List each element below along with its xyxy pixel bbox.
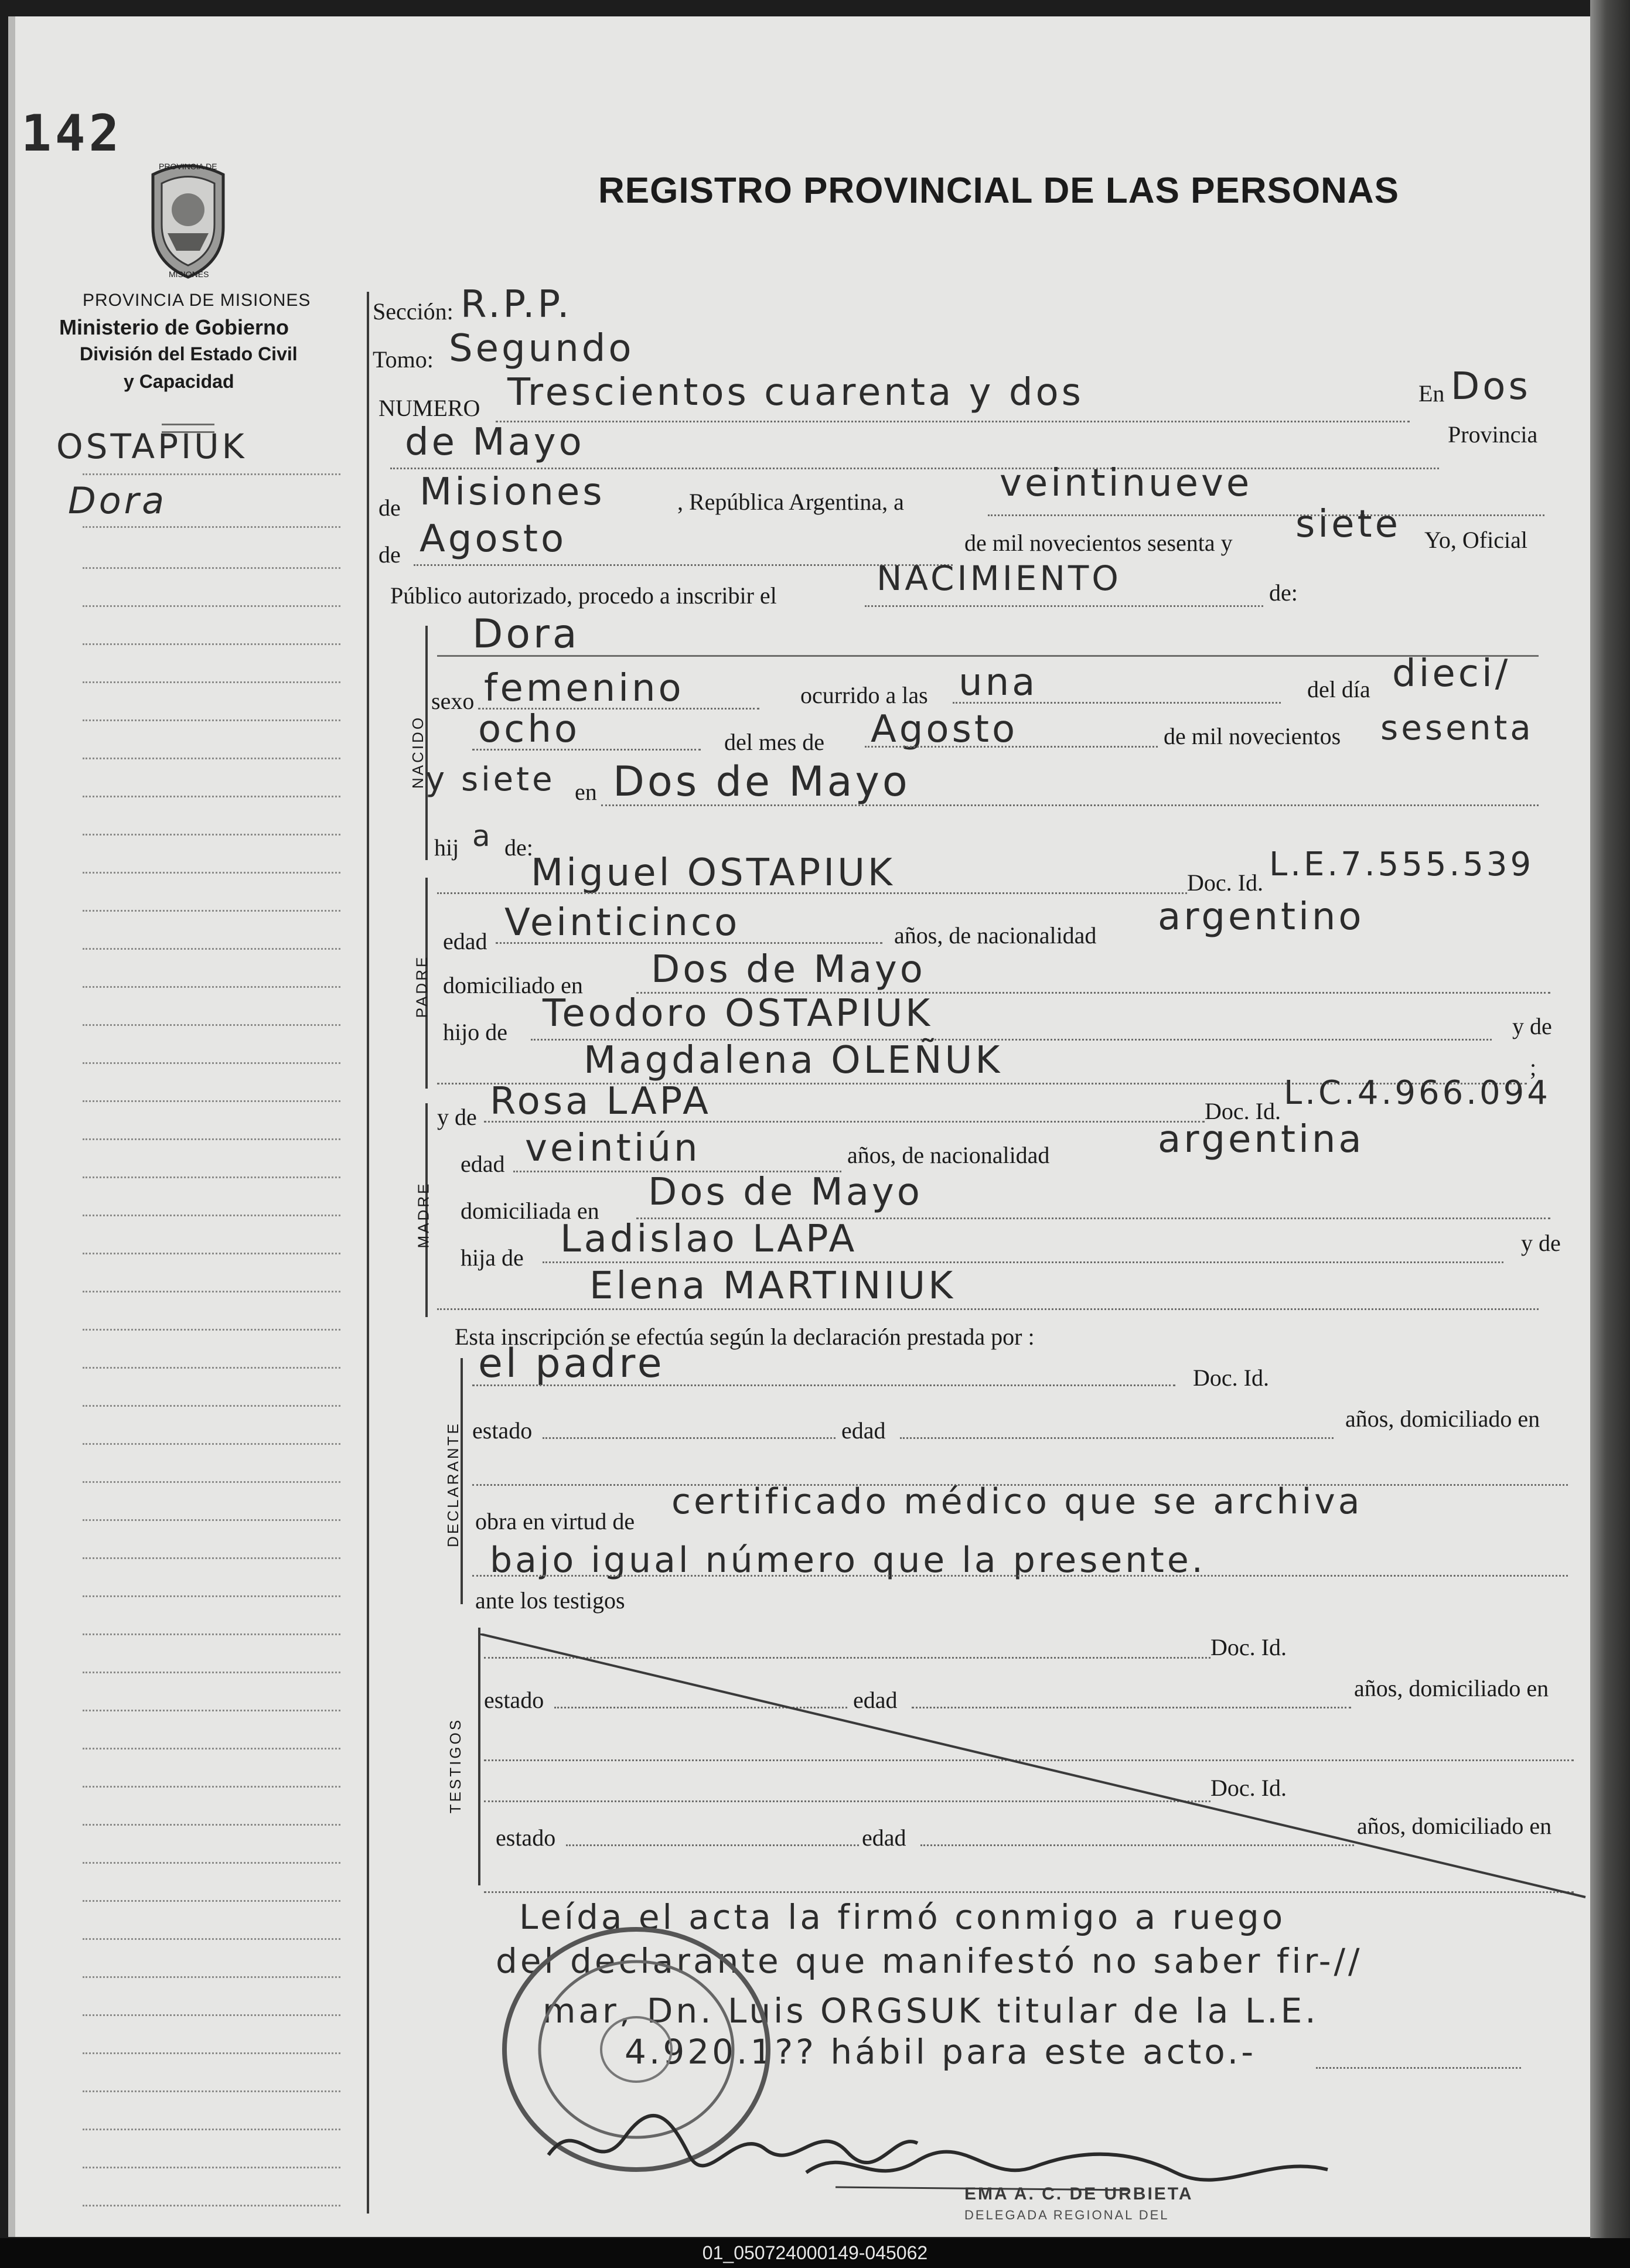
margin-ledger-line [83,1176,340,1178]
margin-ledger-line [83,473,340,475]
madre-dom-value: Dos de Mayo [648,1171,923,1214]
margin-ledger-line [83,567,340,569]
madre-madre-value: Elena MARTINIUK [589,1264,956,1308]
tomo-value: Segundo [449,327,635,370]
madre-nombre: Rosa LAPA [490,1080,711,1123]
page-number: 142 [21,104,123,163]
madre-yde-label-2: y de [1521,1230,1561,1256]
testigo1-doc-label: Doc. Id. [1210,1634,1287,1660]
publico-label: Público autorizado, procedo a inscribir el [390,582,777,609]
seccion-value: R.P.P. [461,283,572,326]
de-label-2: de [378,541,401,568]
margin-ledger-line [83,986,340,988]
anio-nac-1: sesenta [1380,708,1534,748]
padre-nombre-line [437,892,1187,894]
madre-nombre-line [484,1121,1205,1123]
padre-doc-label: Doc. Id. [1187,869,1263,896]
testigo2-edad-label: edad [862,1824,906,1851]
hij-label: hij [434,834,459,861]
madre-anios-label: años, de nacionalidad [847,1142,1050,1168]
margin-ledger-line [83,796,340,797]
seccion-label: Sección: [373,298,453,325]
margin-ledger-line [83,1100,340,1102]
en-lower-label: en [575,779,597,805]
numero-value: Trescientos cuarenta y dos [507,371,1084,414]
margin-ledger-line [83,2090,340,2092]
obra-label: obra en virtud de [475,1508,635,1534]
margin-ledger-line [83,1481,340,1483]
madre-nac-value: argentina [1158,1118,1365,1161]
margin-ledger-line [83,2052,340,2054]
hora-line [953,702,1281,704]
ante-label: ante los testigos [475,1587,625,1614]
margin-surname: OSTAPIUK [56,427,247,466]
de-label: de [378,494,401,521]
madre-edad-value: veintiún [525,1127,701,1170]
margin-ledger-line [83,2129,340,2130]
nombre-value: Dora [472,611,580,657]
nota-line-4: 4.920.1?? hábil para este acto.- [625,2032,1257,2072]
margin-ledger-line [83,1710,340,1711]
testigos-strike-line [478,1633,1591,1903]
signer-title: DELEGADA REGIONAL DEL [964,2208,1169,2222]
padre-edad-value: Veinticinco [504,901,741,944]
padre-hijo-label: hijo de [443,1019,507,1045]
provincia-value: Misiones [420,470,605,514]
lugar-nac-line [601,804,1539,806]
numero-label: NUMERO [378,395,480,421]
province-label: PROVINCIA DE MISIONES [83,291,311,310]
padre-dom-value: Dos de Mayo [651,948,926,991]
padre-nombre: Miguel OSTAPIUK [531,851,895,895]
padre-doc-value: L.E.7.555.539 [1269,845,1534,884]
margin-ledger-line [83,643,340,645]
margin-ledger-line [83,1291,340,1292]
obra-value-2: bajo igual número que la presente. [490,1540,1206,1581]
declarante-doc-label: Doc. Id. [1193,1365,1269,1391]
place-line [390,468,1439,469]
acto-line [865,605,1263,607]
de-mil-nov-label: de mil novecientos [1164,723,1341,749]
padre-padre-value: Teodoro OSTAPIUK [543,992,933,1035]
sexo-label: sexo [431,688,475,714]
declarante-value: el padre [478,1341,665,1387]
margin-ledger-line [83,1938,340,1940]
en-label: En [1418,380,1445,407]
coat-of-arms-icon [141,157,235,280]
en-place-2: de Mayo [405,421,585,464]
dia-value: veintinueve [1000,462,1253,505]
sexo-value: femenino [484,667,684,710]
margin-ledger-line [83,1748,340,1749]
margin-ledger-line [83,681,340,683]
nota-end-line [1316,2067,1521,2069]
margin-ledger-line [83,948,340,950]
margin-ledger-line [83,910,340,912]
margin-ledger-line [83,1633,340,1635]
mes-nac-value: Agosto [871,708,1018,751]
de-colon-label: de: [1269,579,1298,606]
madre-hija-label: hija de [461,1244,524,1271]
margin-ledger-line [83,1062,340,1064]
page-title: REGISTRO PROVINCIAL DE LAS PERSONAS [598,170,1400,211]
margin-ledger-line [83,1519,340,1521]
dia-nac-1: dieci/ [1392,652,1511,695]
margin-ledger-line [83,1900,340,1902]
margin-ledger-line [83,1253,340,1254]
nacido-label: NACIDO [409,715,427,789]
testigos-label: TESTIGOS [446,1717,465,1814]
padre-yde-label: y de [1512,1013,1552,1039]
provincia-label: Provincia [1448,421,1538,448]
ocurrido-label: ocurrido a las [800,682,928,708]
header-divider [162,424,214,425]
signer-name: EMA A. C. DE URBIETA [964,2184,1193,2204]
dia-nac-2: ocho [478,708,581,751]
acto-value: NACIMIENTO [877,558,1121,598]
declarante-edad-line [900,1437,1334,1439]
mes-nac-line [865,746,1158,748]
testigo2-doc-label: Doc. Id. [1210,1775,1287,1801]
obra-value-1: certificado médico que se archiva [671,1481,1363,1522]
margin-ledger-line [83,1024,340,1026]
margin-given-name: Dora [68,479,168,522]
seal-caption-bottom: MISIONES [169,270,209,279]
madre-padre-line [543,1261,1503,1263]
margin-ledger-line [83,1215,340,1216]
en-place-1: Dos [1451,365,1531,408]
madre-label: MADRE [414,1181,432,1249]
numero-line [496,421,1410,422]
margin-ledger-line [83,1976,340,1978]
madre-yde-label: y de [437,1104,477,1130]
margin-ledger-line [83,1405,340,1407]
margin-ledger-line [83,872,340,874]
margin-ledger-line [83,1443,340,1445]
anio-value: siete [1295,503,1401,546]
nota-line-3: mar, Dn. Luis ORGSUK titular de la L.E. [543,1991,1319,2031]
margin-ledger-line [83,1786,340,1788]
capacidad-label: y Capacidad [124,371,234,392]
padre-dom-label: domiciliado en [443,972,583,998]
seal-caption-top: PROVINCIA DE [159,162,217,171]
madre-dom-label: domiciliada en [461,1198,599,1224]
lugar-nac-value: Dos de Mayo [613,758,911,806]
declarante-estado-line [543,1437,836,1439]
tomo-label: Tomo: [373,346,434,373]
declarante-label: DECLARANTE [444,1421,462,1547]
margin-ledger-line [83,2167,340,2168]
margin-ledger-line [83,2205,340,2206]
madre-doc-label: Doc. Id. [1205,1098,1281,1124]
testigo2-anios-label: años, domiciliado en [1357,1813,1552,1839]
dia-nac-line [472,749,701,751]
margin-ledger-line [83,1367,340,1369]
de-mil-label: de mil novecientos sesenta y [964,530,1233,556]
padre-nac-value: argentino [1158,895,1365,939]
margin-ledger-line [83,1862,340,1864]
margin-ledger-line [83,758,340,759]
margin-ledger-line [83,834,340,835]
madre-edad-label: edad [461,1151,505,1177]
form-left-border [367,292,369,2214]
book-spine [1590,0,1630,2238]
mes-line [414,564,953,566]
madre-padre-value: Ladislao LAPA [560,1217,858,1261]
margin-ledger-line [83,1672,340,1673]
margin-ledger-line [83,605,340,607]
hij-de-label: de: [504,834,533,861]
padre-semicolon: ; [1530,1054,1537,1080]
mes-value: Agosto [420,517,567,561]
padre-edad-line [496,942,882,944]
margin-ledger-line [83,1595,340,1597]
declarante-edad-label: edad [841,1417,886,1444]
padre-anios-label: años, de nacionalidad [894,922,1097,949]
ministry-label: Ministerio de Gobierno [59,315,289,339]
padre-madre-value: Magdalena OLEÑUK [584,1039,1003,1082]
margin-ledger-line [83,1138,340,1140]
margin-ledger-line [83,1329,340,1331]
declarante-estado-label: estado [472,1417,533,1444]
yo-oficial-label: Yo, Oficial [1424,527,1527,553]
declarante-anios-label: años, domiciliado en [1345,1406,1540,1432]
margin-ledger-line [83,1824,340,1826]
margin-ledger-line [83,1557,340,1559]
republica-label: , República Argentina, a [677,489,904,515]
madre-doc-value: L.C.4.966.094 [1284,1074,1551,1112]
margin-ledger-line [83,2014,340,2016]
padre-label: PADRE [412,954,431,1018]
margin-ledger-line [83,526,340,528]
testigo1-estado-label: estado [484,1687,544,1713]
register-page [8,16,1590,2237]
nota-line-1: Leída el acta la firmó conmigo a ruego [519,1897,1286,1937]
dia-line [988,514,1544,516]
nota-line-2: del declarante que manifestó no saber fir-// [496,1941,1363,1981]
declarante-line [472,1384,1175,1386]
nombre-line [437,655,1539,657]
declaracion-label: Esta inscripción se efectúa según la declaración prestada por : [455,1324,1035,1350]
del-dia-label: del día [1307,676,1370,702]
testigo2-estado-label: estado [496,1824,556,1851]
anio-nac-2: y siete [425,760,555,799]
testigo1-anios-label: años, domiciliado en [1354,1675,1549,1701]
padre-edad-label: edad [443,928,487,954]
madre-madre-line [437,1308,1539,1310]
testigo1-edad-label: edad [853,1687,898,1713]
image-id-footer: 01_050724000149-045062 [0,2238,1630,2268]
hij-suffix: a [472,819,493,853]
del-mes-label: del mes de [724,729,825,755]
margin-ledger-line [83,719,340,721]
hora-value: una [959,661,1038,704]
obra-line [472,1575,1568,1577]
division-label: División del Estado Civil [80,343,298,364]
